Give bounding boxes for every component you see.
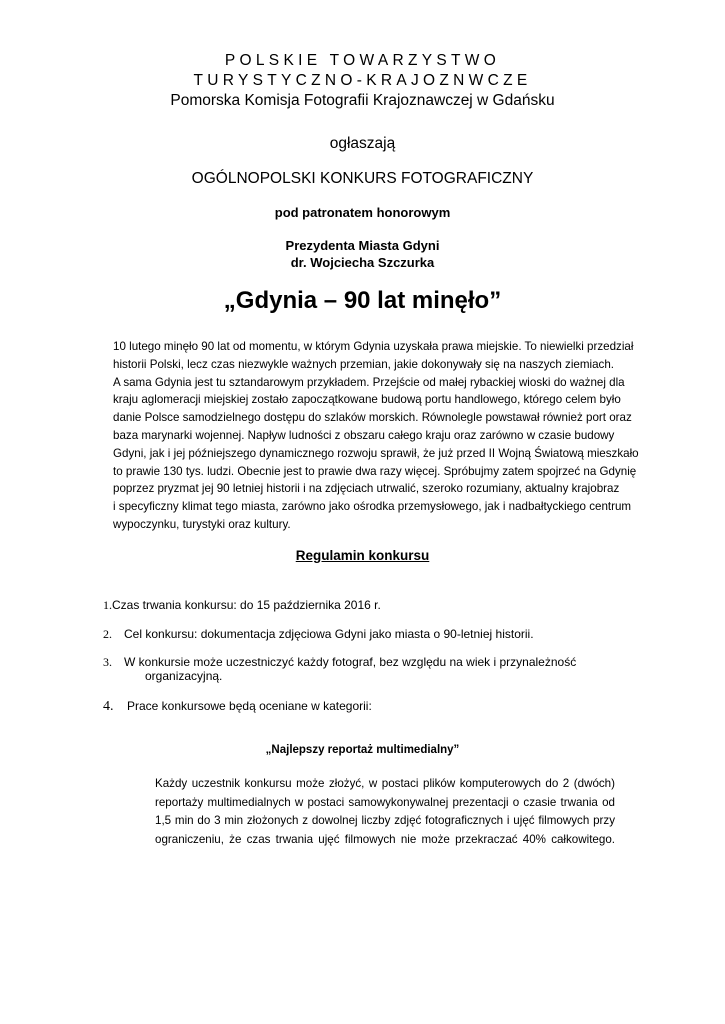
rule-number: 1. — [103, 598, 112, 612]
document-title: „Gdynia – 90 lat minęło” — [223, 287, 502, 314]
rule-item-3 — [103, 655, 576, 670]
rule-text: Czas trwania konkursu: do 15 października 2016 r. — [112, 598, 381, 612]
intro-line: baza marynarki wojennej. Napływ ludności z obszaru całego kraju oraz zarówno w czasie budowy — [113, 428, 615, 442]
intro-line: A sama Gdynia jest tu sztandarowym przykładem. Przejście od małej rybackiej wioski do ważnej dla — [113, 375, 625, 389]
contest-name: OGÓLNOPOLSKI KONKURS FOTOGRAFICZNY — [191, 170, 534, 187]
patronage-text: pod patronatem honorowym — [274, 205, 451, 220]
category-title: „Najlepszy reportaż multimedialny” — [265, 744, 460, 756]
rule-text-continuation: organizacyjną. — [145, 669, 223, 683]
intro-line: i specyficzny klimat tego miasta, zarówno jako ośrodka przemysłowego, jak i nadbałtyckiego centrum — [113, 500, 632, 514]
rule-item-1 — [103, 598, 381, 613]
patron-line-1: Prezydenta Miasta Gdyni — [285, 238, 440, 253]
rule-item-4 — [103, 699, 372, 715]
patron-line-2: dr. Wojciecha Szczurka — [290, 255, 435, 270]
intro-line: 10 lutego minęło 90 lat od momentu, w którym Gdynia uzyskała prawa miejskie. To niewielki przedział — [113, 340, 634, 353]
category-line: Każdy uczestnik konkursu może złożyć, w postaci plików komputerowych do 2 (dwóch) — [155, 777, 615, 790]
intro-line: poprzez pryzmat jej 90 letniej historii i na zdjęciach utrwalić, szeroko rozumiany, aktualny krajobraz — [113, 482, 620, 496]
rule-number: 4. — [103, 699, 114, 714]
intro-line: kraju aglomeracji miejskiej zostało zapoczątkowane budową portu handlowego, którego celem było — [113, 393, 621, 407]
rule-item-2 — [103, 627, 534, 642]
intro-line: wypoczynku, turystyki oraz kultury. — [113, 517, 291, 531]
org-name-line-2: TURYSTYCZNO-KRAJOZNWCZE — [193, 72, 532, 89]
intro-line: Gdyni, jak i jej późniejszego dynamicznego rozwoju sprawił, że już przed II Wojną Światową mieszkało — [113, 446, 639, 460]
category-line: reportaży multimedialnych w postaci samowykonywalnej prezentacji o czasie trwania od — [155, 795, 615, 809]
rule-text: W konkursie może uczestniczyć każdy fotograf, bez względu na wiek i przynależność — [124, 655, 577, 669]
intro-paragraph — [113, 338, 639, 534]
rule-number: 2. — [103, 627, 112, 641]
announce-text: ogłaszają — [329, 135, 396, 152]
category-paragraph — [155, 775, 615, 849]
rule-text: Prace konkursowe będą oceniane w kategorii: — [127, 699, 372, 713]
org-commission: Pomorska Komisja Fotografii Krajoznawczej w Gdańsku — [170, 92, 555, 109]
intro-line: danie Polsce samodzielnego dostępu do szlaków morskich. Równolegle powstawał również port oraz — [113, 411, 632, 425]
category-line: ograniczeniu, że czas trwania ujęć filmowych nie może przekraczać 40% całkowitego. — [155, 832, 615, 846]
intro-line: to prawie 130 tys. ludzi. Obecnie jest to prawie dwa razy więcej. Spróbujmy zatem spojrzeć na Gdynię — [113, 464, 637, 478]
category-line: 1,5 min do 3 min złożonych z dowolnej liczby zdjęć fotograficznych i ujęć filmowych przy — [155, 814, 615, 827]
org-name-line-1: POLSKIE TOWARZYSTWO — [224, 52, 501, 69]
rule-number: 3. — [103, 655, 112, 669]
rules-heading: Regulamin konkursu — [295, 548, 430, 563]
rule-text: Cel konkursu: dokumentacja zdjęciowa Gdyni jako miasta o 90-letniej historii. — [124, 627, 534, 641]
intro-line: historii Polski, lecz czas niezwykle ważnych przemian, jakie dokonywały się na naszych ziemiach. — [113, 357, 614, 371]
